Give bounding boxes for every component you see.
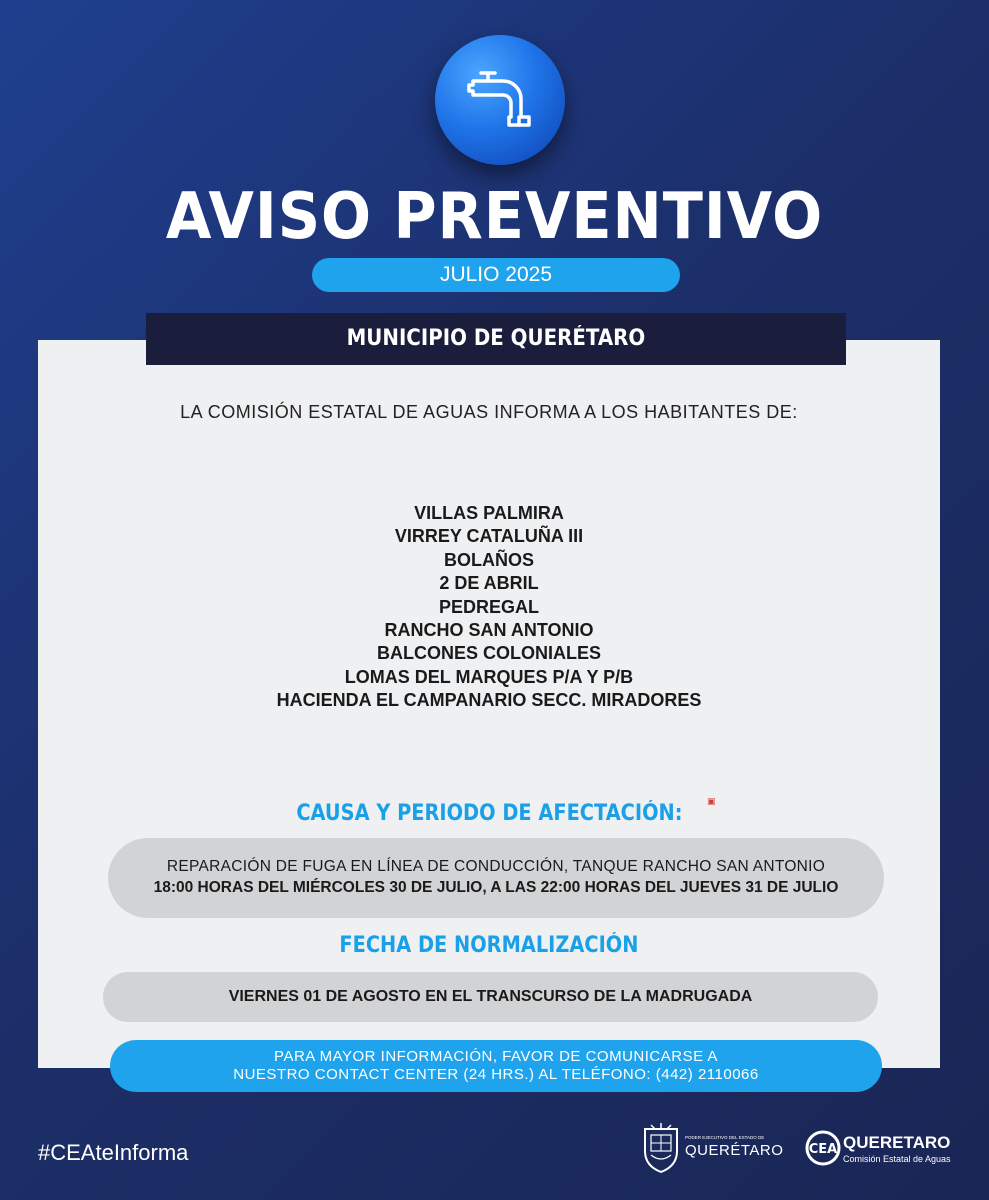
gov-logo-caption: PODER EJECUTIVO DEL ESTADO DE — [685, 1135, 765, 1140]
list-item: HACIENDA EL CAMPANARIO SECC. MIRADORES — [276, 690, 702, 711]
list-item: VILLAS PALMIRA — [414, 503, 564, 523]
cea-logo-name: QUERETARO — [843, 1133, 951, 1152]
month-badge: JULIO 2025 — [312, 258, 680, 292]
cea-logo-mark-text: CEA — [808, 1142, 838, 1157]
cause-heading-text: CAUSA Y PERIODO DE AFECTACIÓN: — [295, 801, 683, 826]
cause-heading — [38, 801, 940, 826]
hashtag: #CEAteInforma — [38, 1140, 189, 1165]
contact-line-2: NUESTRO CONTACT CENTER (24 HRS.) AL TELÉFONO: (442) 2110066 — [233, 1066, 759, 1083]
list-item: RANCHO SAN ANTONIO — [384, 619, 594, 640]
list-item: PEDREGAL — [438, 596, 539, 617]
normalization-heading-text: FECHA DE NORMALIZACIÓN — [339, 933, 639, 958]
list-item: 2 DE ABRIL — [439, 573, 539, 594]
colonias-list — [38, 502, 940, 713]
cea-logo-subtitle: Comisión Estatal de Aguas — [843, 1154, 951, 1164]
contact-banner — [110, 1040, 882, 1092]
coat-of-arms-icon — [641, 1123, 681, 1173]
cea-logo-icon — [805, 1130, 841, 1166]
list-item: BALCONES COLONIALES — [376, 643, 601, 664]
contact-line-1: PARA MAYOR INFORMACIÓN, FAVOR DE COMUNICARSE A — [274, 1048, 718, 1065]
cause-box — [108, 838, 884, 918]
list-item: BOLAÑOS — [444, 549, 534, 570]
notice-title: AVISO PREVENTIVO — [165, 180, 824, 254]
image-placeholder-icon: ▣ — [707, 796, 716, 806]
gov-logo-name: QUERÉTARO — [685, 1142, 784, 1159]
list-item: LOMAS DEL MARQUES P/A Y P/B — [344, 666, 634, 687]
cause-description: REPARACIÓN DE FUGA EN LÍNEA DE CONDUCCIÓN, TANQUE RANCHO SAN ANTONIO — [166, 858, 826, 875]
list-item: VIRREY CATALUÑA III — [394, 526, 584, 547]
municipality-label: MUNICIPIO DE QUERÉTARO — [346, 326, 646, 351]
cause-period: 18:00 HORAS DEL MIÉRCOLES 30 DE JULIO, A LAS 22:00 HORAS DEL JUEVES 31 DE JULIO — [153, 879, 839, 896]
normalization-heading — [38, 933, 940, 958]
cea-queretaro-logo — [805, 1130, 955, 1174]
intro-text: LA COMISIÓN ESTATAL DE AGUAS INFORMA A LOS HABITANTES DE: — [180, 402, 798, 422]
faucet-icon — [463, 65, 537, 135]
normalization-box: VIERNES 01 DE AGOSTO EN EL TRANSCURSO DE LA MADRUGADA — [103, 972, 878, 1022]
municipality-banner — [146, 313, 846, 365]
gobierno-queretaro-logo — [641, 1123, 784, 1173]
faucet-badge — [435, 35, 565, 165]
